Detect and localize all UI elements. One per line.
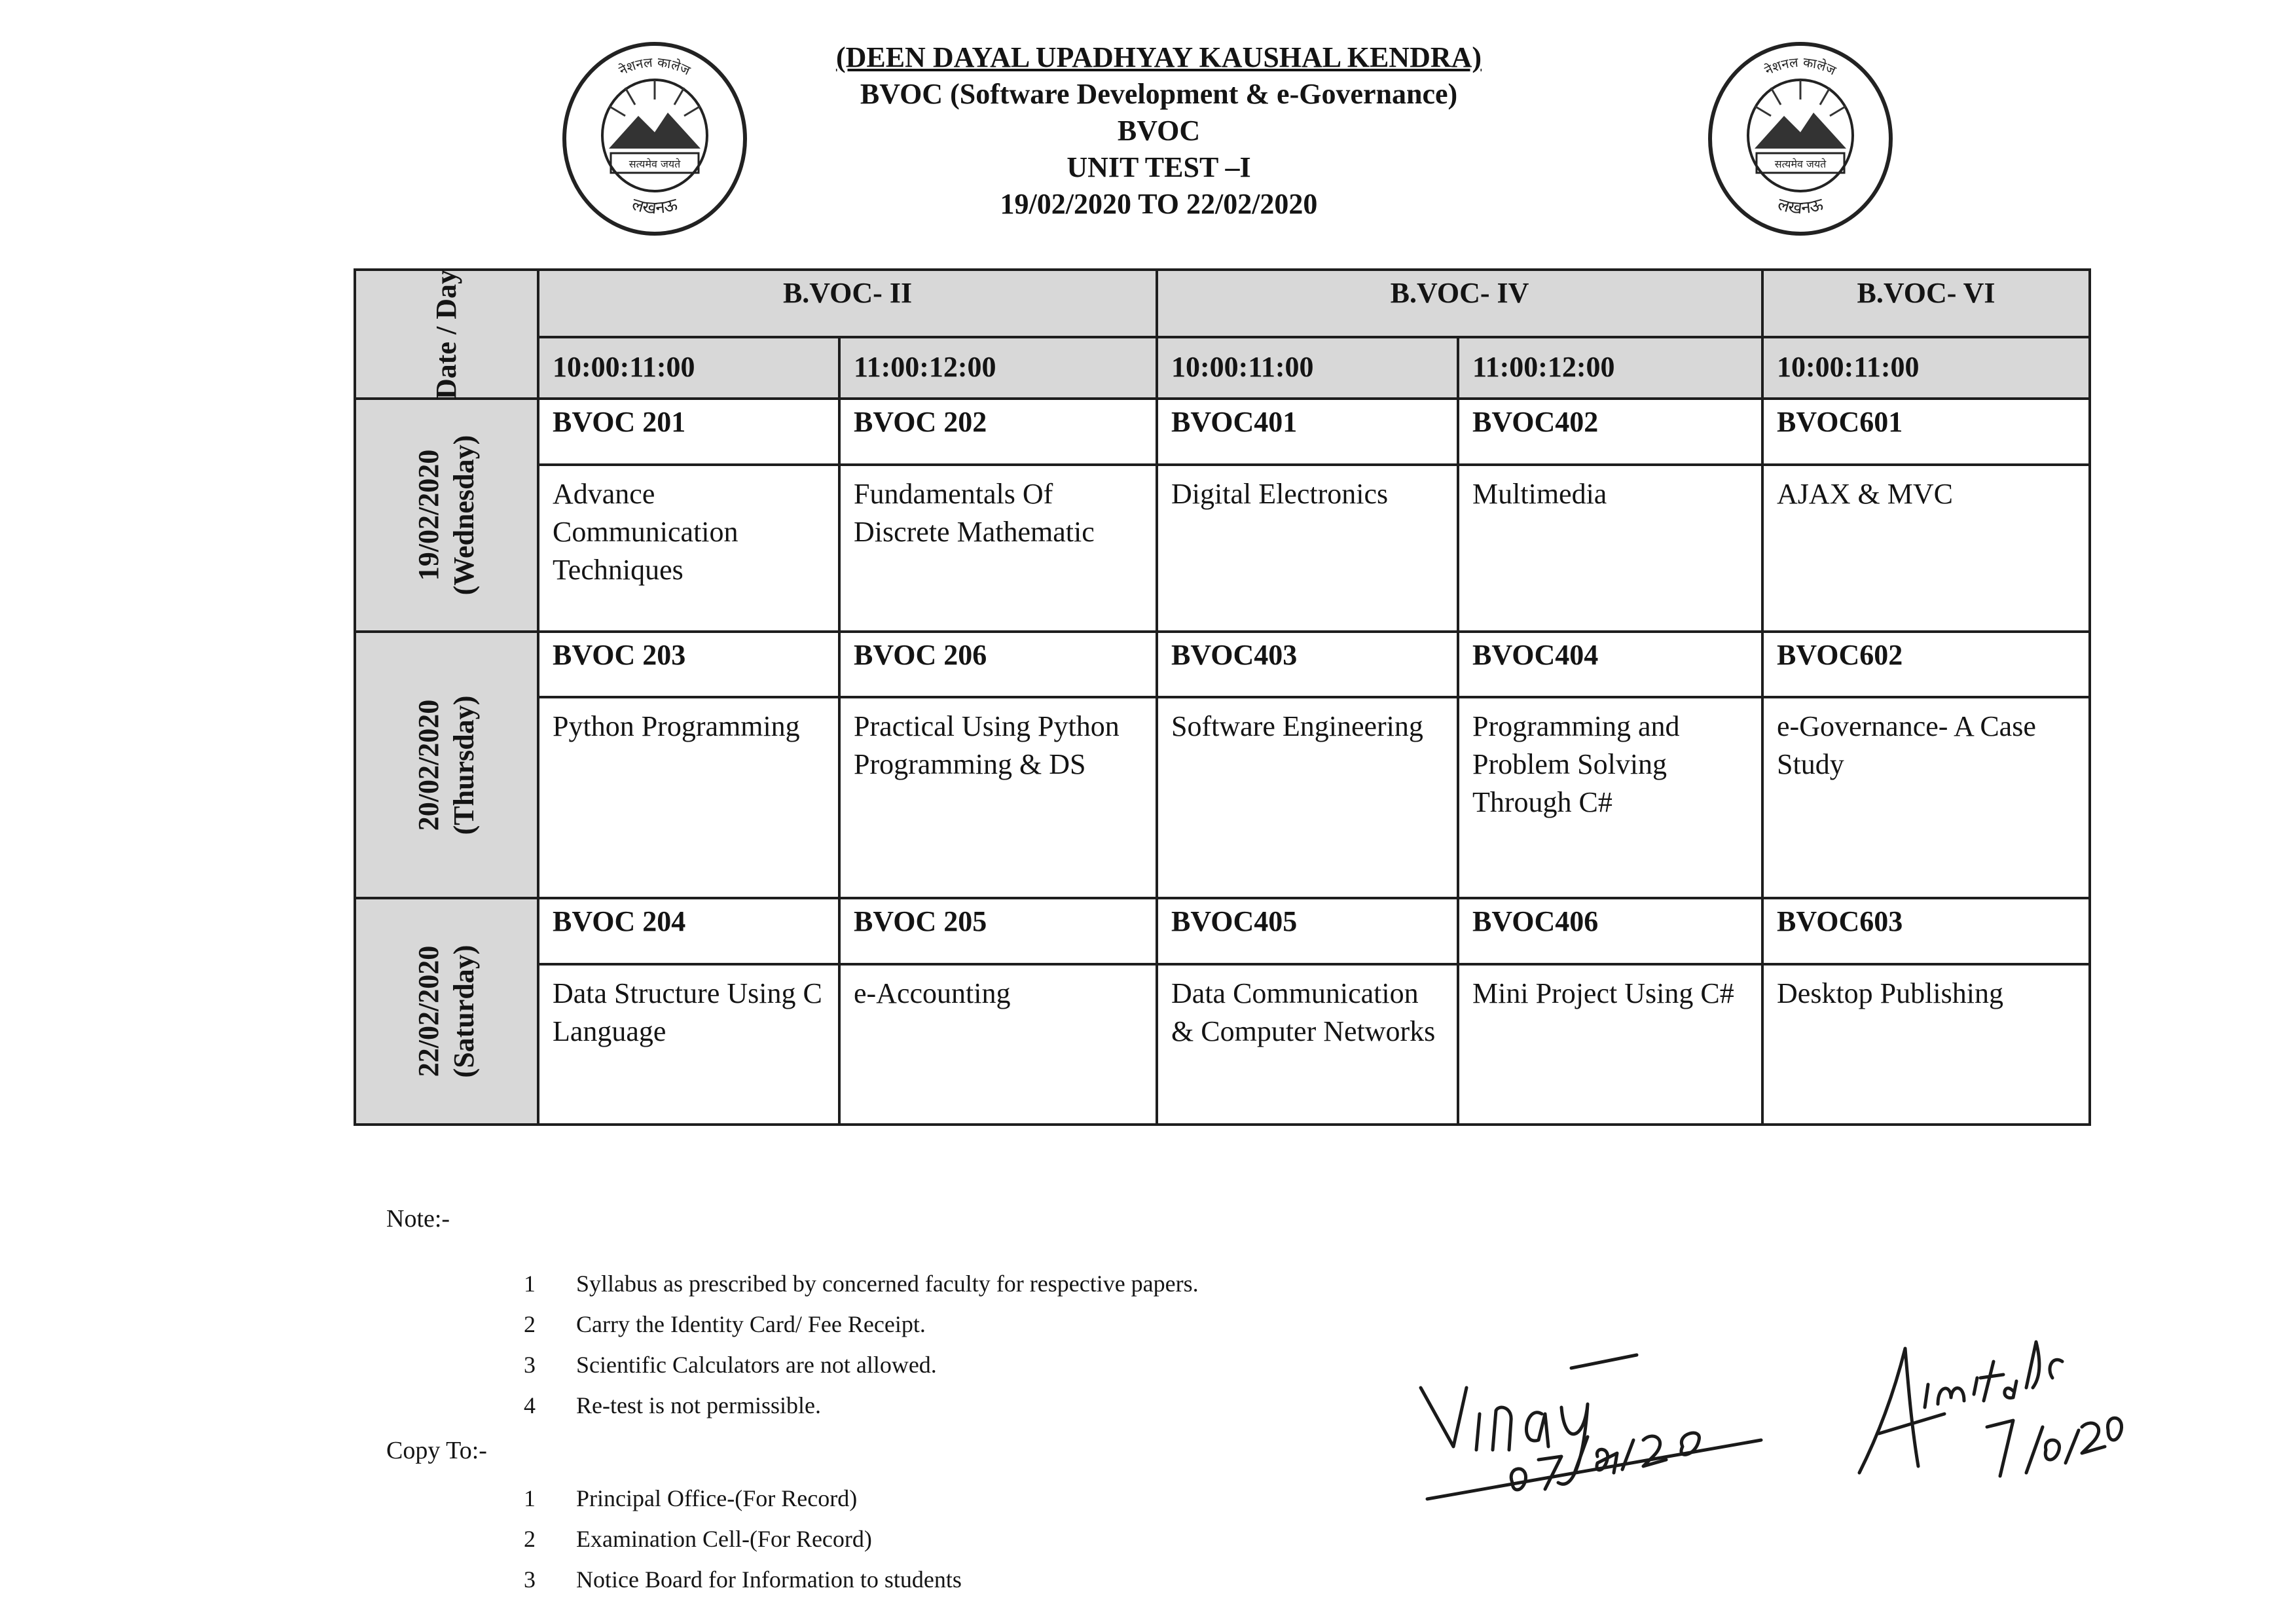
emblem-motto: सत्यमेव जयते	[629, 158, 681, 170]
group-header-bvoc-ii: B.VOC- II	[538, 270, 1157, 337]
paper-code: BVOC601	[1762, 399, 2090, 464]
college-emblem-left	[560, 41, 750, 237]
emblem-bottom-text: लखनऊ	[629, 194, 680, 219]
paper-code: BVOC603	[1762, 898, 2090, 964]
paper-subject: Python Programming	[538, 697, 839, 898]
exam-title: UNIT TEST –I	[1066, 151, 1251, 183]
list-item: 3 Notice Board for Information to students	[524, 1566, 962, 1593]
paper-subject: Desktop Publishing	[1762, 964, 2090, 1125]
paper-subject: AJAX & MVC	[1762, 465, 2090, 632]
paper-code: BVOC404	[1458, 632, 1762, 697]
document-header	[786, 39, 1532, 223]
date-cell	[355, 632, 538, 898]
exam-day: (Wednesday)	[448, 435, 480, 596]
paper-subject: Advance Communication Techniques	[538, 465, 839, 632]
paper-code: BVOC 203	[538, 632, 839, 697]
paper-subject: Practical Using Python Programming & DS	[839, 697, 1157, 898]
paper-code: BVOC402	[1458, 399, 1762, 464]
exam-day: (Thursday)	[448, 695, 480, 835]
paper-code: BVOC 201	[538, 399, 839, 464]
paper-code: BVOC405	[1157, 898, 1458, 964]
list-item: 2 Carry the Identity Card/ Fee Receipt.	[524, 1311, 926, 1337]
paper-code: BVOC 204	[538, 898, 839, 964]
exam-date: 22/02/2020	[412, 945, 445, 1077]
paper-code: BVOC406	[1458, 898, 1762, 964]
paper-code: BVOC 205	[839, 898, 1157, 964]
exam-day: (Saturday)	[448, 945, 480, 1078]
list-item: 2 Examination Cell-(For Record)	[524, 1526, 872, 1552]
signature-vinay	[1408, 1342, 1774, 1512]
table-row	[355, 898, 2090, 964]
date-day-header	[355, 270, 538, 399]
exam-date: 20/02/2020	[412, 699, 445, 831]
paper-subject: Data Communication & Computer Networks	[1157, 964, 1458, 1125]
time-slot: 10:00:11:00	[1157, 337, 1458, 399]
time-slot: 11:00:12:00	[839, 337, 1157, 399]
paper-subject: Data Structure Using C Language	[538, 964, 839, 1125]
paper-code: BVOC 206	[839, 632, 1157, 697]
exam-date: 19/02/2020	[412, 450, 445, 581]
table-row	[355, 964, 2090, 1125]
emblem-top-text: नेशनल कालेज	[616, 54, 693, 79]
signature-amitabh	[1846, 1316, 2128, 1499]
copy-to-title: Copy To:-	[386, 1437, 487, 1464]
group-header-bvoc-vi: B.VOC- VI	[1762, 270, 2090, 337]
emblem-top-text: नेशनल कालेज	[1762, 54, 1839, 79]
time-slot: 10:00:11:00	[1762, 337, 2090, 399]
list-item: 1 Principal Office-(For Record)	[524, 1485, 858, 1511]
paper-subject: Digital Electronics	[1157, 465, 1458, 632]
paper-subject: Software Engineering	[1157, 697, 1458, 898]
table-row	[355, 697, 2090, 898]
paper-subject: e-Governance- A Case Study	[1762, 697, 2090, 898]
paper-subject: Fundamentals Of Discrete Mathematic	[839, 465, 1157, 632]
paper-code: BVOC 202	[839, 399, 1157, 464]
paper-code: BVOC602	[1762, 632, 2090, 697]
table-row	[355, 632, 2090, 697]
date-cell	[355, 399, 538, 632]
emblem-bottom-text: लखनऊ	[1775, 194, 1826, 219]
table-row	[355, 399, 2090, 464]
group-header-bvoc-iv: B.VOC- IV	[1157, 270, 1762, 337]
date-cell	[355, 898, 538, 1125]
paper-subject: Multimedia	[1458, 465, 1762, 632]
programme-name: BVOC (Software Development & e-Governance)	[860, 78, 1458, 110]
paper-code: BVOC401	[1157, 399, 1458, 464]
time-slot: 11:00:12:00	[1458, 337, 1762, 399]
paper-code: BVOC403	[1157, 632, 1458, 697]
time-slot: 10:00:11:00	[538, 337, 839, 399]
institution-name: (DEEN DAYAL UPADHYAY KAUSHAL KENDRA)	[835, 41, 1482, 73]
list-item: 4 Re-test is not permissible.	[524, 1392, 821, 1418]
notes-section	[386, 1204, 1199, 1600]
date-day-label: Date / Day	[430, 269, 462, 399]
table-row	[355, 465, 2090, 632]
exam-timetable	[354, 268, 2091, 1126]
notes-list	[524, 1263, 1199, 1426]
paper-subject: Mini Project Using C#	[1458, 964, 1762, 1125]
programme-short: BVOC	[1117, 115, 1201, 147]
paper-subject: e-Accounting	[839, 964, 1157, 1125]
notes-title: Note:-	[386, 1205, 450, 1233]
exam-dates: 19/02/2020 TO 22/02/2020	[1000, 188, 1318, 220]
college-emblem-right	[1705, 41, 1895, 237]
copy-to-list	[524, 1478, 1199, 1600]
emblem-motto: सत्यमेव जयते	[1774, 158, 1827, 170]
paper-subject: Programming and Problem Solving Through C#	[1458, 697, 1762, 898]
list-item: 3 Scientific Calculators are not allowed.	[524, 1352, 937, 1378]
list-item: 1 Syllabus as prescribed by concerned faculty for respective papers.	[524, 1271, 1199, 1297]
